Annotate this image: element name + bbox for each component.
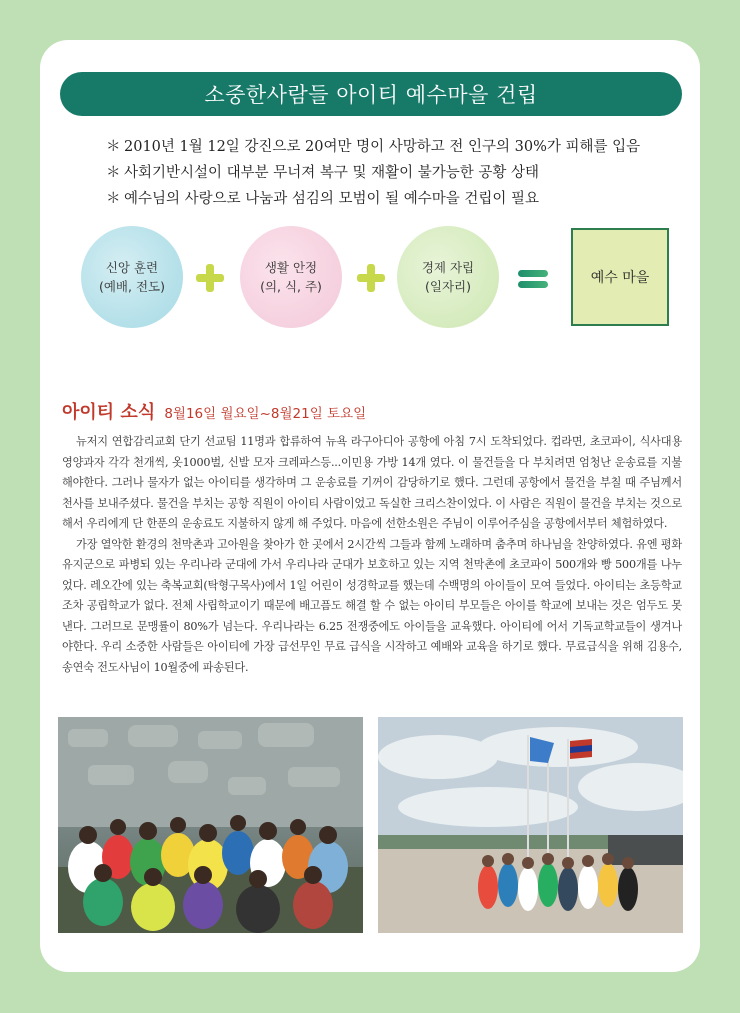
circle-faith-training: 신앙 훈련 (예배, 전도): [81, 226, 183, 328]
page-title: 소중한사람들 아이티 예수마을 건립: [204, 83, 538, 107]
news-heading: [62, 398, 366, 424]
news-date-range: 8월16일 월요일~8월21일 토요일: [164, 406, 367, 422]
content-card: [40, 40, 700, 972]
asterisk-icon: ＊: [106, 165, 121, 181]
result-box-jesus-village: 예수 마을: [571, 228, 669, 326]
equals-icon: [518, 268, 548, 290]
plus-icon: [196, 264, 224, 292]
bullet-item: ＊ 2010년 1월 12일 강진으로 20여만 명이 사망하고 전 인구의 30%가 피해를 입음: [106, 134, 686, 160]
article-paragraph: 뉴저지 연합감리교회 단기 선교팀 11명과 합류하여 뉴욕 라구아디아 공항에 아침 7시 도착되었다. 컵라면, 초코파이, 식사대용 영양과자 각각 천개씩, 옷1000벌, 신발 모자 크레파스등...이민용 가방 14개 였다. 이 물건들을 다 부치려면 엄청난 운송료를 지불해야한다. 그러나 물자가 없는 아이티를 생각하며 그 운송료를 기꺼이 감당하기로 했다. 그런데 공항에서 물건을 부칠 때 주님께서 천사를 보내주셨다. 물건을 부치는 공항 직원이 아이티 사람이었고 독실한 크리스찬이었다. 이 사람은 직원이 물건을 부치는 것으로 해서 우리에게 단 한푼의 운송료도 지불하지 않게 해 주었다. 마음에 선한소원은 주님이 이루어주심을 공항에서부터 체험하였다.: [62, 435, 682, 530]
bullet-item: ＊ 사회기반시설이 대부분 무너져 복구 및 재활이 불가능한 공황 상태: [106, 160, 686, 186]
group-photo-flags: [378, 717, 683, 933]
group-photo-children: [58, 717, 363, 933]
asterisk-icon: ＊: [106, 191, 121, 207]
plus-icon: [357, 264, 385, 292]
circle-economic-independence: 경제 자립 (일자리): [397, 226, 499, 328]
circle-life-stability: 생활 안정 (의, 식, 주): [240, 226, 342, 328]
bullet-item: ＊ 예수님의 사랑으로 나눔과 섬김의 모범이 될 예수마을 건립이 필요: [106, 186, 686, 212]
article-paragraph: 가장 열악한 환경의 천막촌과 고아원을 찾아가 한 곳에서 2시간씩 그들과 함께 노래하며 춤추며 하나님을 찬양하였다. 유엔 평화 유지군으로 파병되 있는 우리나라 군대에 가서 우리나라 군대가 보호하고 있는 지역 천막촌에 초코파이 500개와 빵 500개를 나누었다. 레오간에 있는 축복교회(탁형구목사)에서 1일 어린이 성경학교를 했는데 수백명의 아이들이 모여 들었다. 아이티는 초등학교 조차 공립학교가 없다. 전체 사립학교이기 때문에 배고픔도 해결 할 수 없는 아이티 부모들은 아이를 학교에 보내는 것은 엄두도 못낸다. 그러므로 문맹률이 80%가 넘는다. 우리나라는 6.25 전쟁중에도 아이들을 교육했다. 아이티에 어서 기독교학교들이 생겨나야한다. 우리 소중한 사람들은 아이티에 가장 급선무인 무료 급식을 시작하고 예배와 교육을 하기로 했다. 무료급식을 위해 김용수, 송연숙 전도사님이 10월중에 파송된다.: [62, 537, 682, 674]
asterisk-icon: ＊: [106, 139, 121, 155]
title-banner: [60, 72, 682, 116]
news-title: 아이티 소식: [62, 402, 156, 423]
news-article: [62, 432, 682, 678]
bullet-list: [106, 134, 686, 212]
